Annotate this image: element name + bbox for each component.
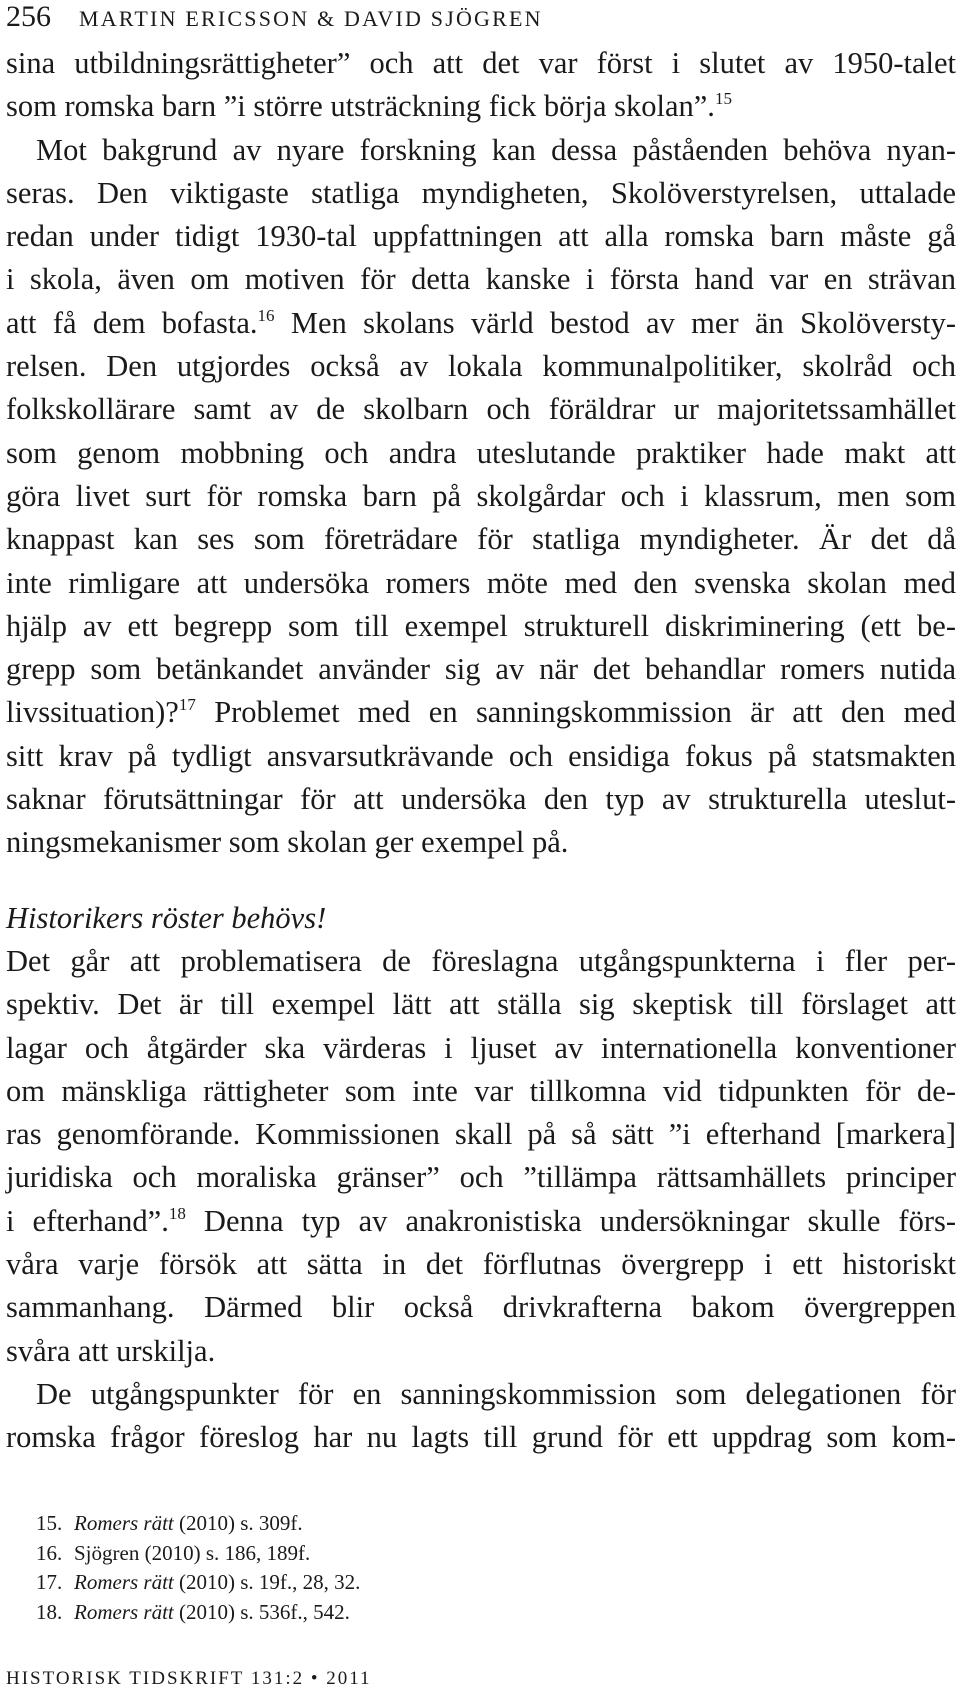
line-text: Mot bakgrund av nyare forskning kan dessa påståenden behöva nyan-: [36, 132, 956, 167]
line-text: sitt krav på tydligt ansvarsutkrävande och ensidiga fokus på statsmakten: [6, 738, 956, 773]
line-text: Det går att problematisera de föreslagna utgångspunkterna i fler per-: [6, 943, 956, 978]
paragraph-block-2: [6, 940, 956, 1460]
text-line: [6, 1070, 956, 1113]
footnote: [6, 1568, 946, 1598]
text-line: [6, 1200, 956, 1243]
footnote-title: Romers rätt: [74, 1599, 174, 1624]
text-line: [6, 1156, 956, 1199]
line-text: ningsmekanismer som skolan ger exempel på.: [6, 825, 569, 860]
line-text: knappast kan ses som företrädare för statliga myndigheter. Är det då: [6, 522, 956, 557]
line-text: göra livet surt för romska barn på skolgårdar och i klassrum, men som: [6, 478, 956, 513]
page-number: 256: [6, 0, 51, 33]
line-text: svåra att urskilja.: [6, 1333, 216, 1368]
footnote-text: (2010) s. 536f., 542.: [173, 1599, 350, 1624]
line-text-continued: Problemet med en sanningskommission är att den med: [195, 695, 956, 730]
line-text: inte rimligare att undersöka romers möte med den svenska skolan med: [6, 565, 956, 600]
line-text: redan under tidigt 1930-tal uppfattningen att alla romska barn måste gå: [6, 219, 956, 254]
text-line: [6, 648, 956, 691]
text-line: [6, 1027, 956, 1070]
line-text: juridiska och moraliska gränser” och ”tillämpa rättsamhällets principer: [6, 1160, 956, 1195]
text-line: [6, 691, 956, 734]
line-text-continued: Men skolans värld bestod av mer än Skolöversty-: [274, 305, 956, 340]
line-text: spektiv. Det är till exempel lätt att ställa sig skeptisk till förslaget att: [6, 987, 956, 1022]
footnote-reference[interactable]: 16: [257, 305, 275, 325]
footnote: [6, 1539, 946, 1569]
text-line: [6, 1113, 956, 1156]
text-line: [6, 821, 956, 864]
line-text: i skola, även om motiven för detta kanske i första hand var en strävan: [6, 262, 956, 297]
line-text: i efterhand”.: [6, 1203, 169, 1238]
text-line: [6, 605, 956, 648]
line-text: sina utbildningsrättigheter” och att det var först i slutet av 1950-talet: [6, 46, 956, 80]
footnote-text: (2010) s. 19f., 28, 32.: [173, 1570, 361, 1594]
text-line: [6, 345, 956, 388]
text-line: [6, 172, 956, 215]
text-line: [6, 215, 956, 258]
paragraph-block-1: [6, 42, 956, 865]
text-line: [6, 475, 956, 518]
section-heading: Historikers röster behövs!: [6, 900, 327, 935]
footnotes: [6, 1509, 946, 1627]
line-text: våra varje försök att sätta in det förflutnas övergrepp i ett historiskt: [6, 1247, 956, 1282]
footnote-number: 17.: [36, 1570, 63, 1594]
line-text: ras genomförande. Kommissionen skall på så sätt ”i efterhand [markera]: [6, 1117, 956, 1152]
running-header-authors: MARTIN ERICSSON & DAVID SJÖGREN: [79, 6, 543, 31]
footnote: [6, 1509, 946, 1539]
line-text: seras. Den viktigaste statliga myndigheten, Skolöverstyrelsen, uttalade: [6, 175, 956, 210]
text-line: [6, 42, 956, 85]
line-text: romska frågor föreslog har nu lagts till grund för ett uppdrag som kom-: [6, 1420, 956, 1455]
line-text: sammanhang. Därmed blir också drivkrafterna bakom övergreppen: [6, 1290, 956, 1325]
footnote-title: Romers rätt: [74, 1570, 174, 1594]
text-line: [6, 518, 956, 561]
text-line: [6, 388, 956, 431]
line-text-continued: Denna typ av anakronistiska undersökningar skulle förs-: [185, 1203, 956, 1238]
footnote-reference[interactable]: 18: [168, 1203, 186, 1223]
text-line: [6, 1373, 956, 1416]
line-text: lagar och åtgärder ska värderas i ljuset av internationella konventioner: [6, 1030, 956, 1065]
footnote-reference[interactable]: 17: [178, 695, 196, 715]
line-text: hjälp av ett begrepp som till exempel strukturell diskriminering (ett be-: [6, 608, 956, 643]
line-text: att få dem bofasta.: [6, 305, 258, 340]
text-line: [6, 1286, 956, 1329]
footnote-reference[interactable]: 15: [714, 89, 732, 109]
text-line: [6, 258, 956, 301]
text-line: [6, 1330, 956, 1373]
body-text: [6, 42, 956, 1460]
line-text: grepp som betänkandet använder sig av när det behandlar romers nutida: [6, 652, 956, 687]
line-text: om mänskliga rättigheter som inte var tillkomna vid tidpunkten för de-: [6, 1073, 956, 1108]
text-line: [6, 85, 956, 128]
line-text: relsen. Den utgjordes också av lokala kommunalpolitiker, skolråd och: [6, 349, 956, 384]
text-line: [6, 432, 956, 475]
footnote-title: Romers rätt: [74, 1511, 174, 1535]
text-line: [6, 778, 956, 821]
line-text: saknar förutsättningar för att undersöka den typ av strukturella uteslut-: [6, 782, 956, 817]
line-text: folkskollärare samt av de skolbarn och föräldrar ur majoritetssamhället: [6, 392, 956, 427]
text-line: [6, 735, 956, 778]
text-line: [6, 940, 956, 983]
footnote-text: (2010) s. 309f.: [173, 1511, 303, 1535]
footnote-number: 16.: [36, 1540, 63, 1565]
running-header: [6, 0, 543, 34]
line-text: som genom mobbning och andra uteslutande praktiker hade makt att: [6, 435, 956, 470]
text-line: [6, 302, 956, 345]
footnote-number: 15.: [36, 1511, 63, 1535]
text-line: [6, 1243, 956, 1286]
line-text: De utgångspunkter för en sanningskommission som delegationen för: [36, 1376, 956, 1411]
footnote-text: Sjögren (2010) s. 186, 189f.: [74, 1540, 311, 1565]
text-line: [6, 983, 956, 1026]
line-text: som romska barn ”i större utsträckning fick börja skolan”.: [6, 89, 715, 124]
text-line: [6, 129, 956, 172]
running-footer: HISTORISK TIDSKRIFT 131:2 • 2011: [6, 1668, 372, 1689]
footnote-number: 18.: [36, 1599, 63, 1624]
text-line: [6, 562, 956, 605]
line-text: livssituation)?: [6, 695, 179, 730]
footnote: [6, 1598, 946, 1628]
text-line: [6, 1416, 956, 1459]
